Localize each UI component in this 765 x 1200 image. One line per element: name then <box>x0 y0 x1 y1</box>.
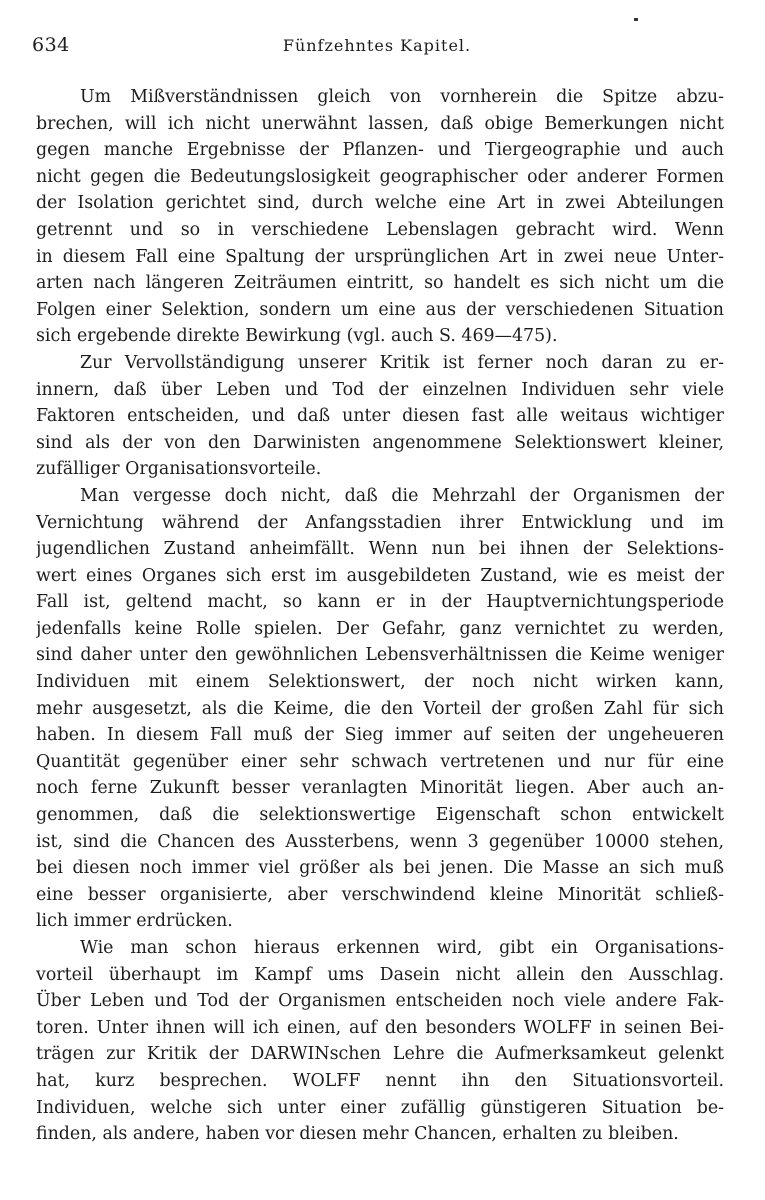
body-text <box>36 84 724 1148</box>
text-line: in diesem Fall eine Spaltung der ursprünglichen Art in zwei neue Unter- <box>36 246 724 267</box>
text-line: ist, sind die Chancen des Aussterbens, wenn 3 gegenüber 10000 stehen, <box>36 831 724 852</box>
text-line: Quantität gegenüber einer sehr schwach vertretenen und nur für eine <box>36 751 724 772</box>
text-line: jedenfalls keine Rolle spielen. Der Gefahr, ganz vernichtet zu werden, <box>36 618 724 639</box>
text-line: vorteil überhaupt im Kampf ums Dasein nicht allein den Ausschlag. <box>36 964 724 985</box>
text-line: arten nach längeren Zeiträumen eintritt, so handelt es sich nicht um die <box>36 273 724 294</box>
paragraph <box>36 935 724 1148</box>
text-line: Faktoren entscheiden, und daß unter diesen fast alle weitaus wichtiger <box>36 406 724 427</box>
text-line: toren. Unter ihnen will ich einen, auf den besonders WOLFF in seinen Bei- <box>36 1017 724 1038</box>
text-line: Man vergesse doch nicht, daß die Mehrzahl der Organismen der <box>80 485 724 506</box>
paragraph <box>36 483 724 935</box>
text-line: wert eines Organes sich erst im ausgebildeten Zustand, wie es meist der <box>36 565 724 586</box>
text-line: mehr ausgesetzt, als die Keime, die den Vorteil der großen Zahl für sich <box>36 698 724 719</box>
text-line: nicht gegen die Bedeutungslosigkeit geographischer oder anderer Formen <box>36 166 724 187</box>
text-line: Individuen, welche sich unter einer zufällig günstigeren Situation be- <box>36 1097 724 1118</box>
text-line: Um Mißverständnissen gleich von vornherein die Spitze abzu- <box>80 87 724 107</box>
running-title: Fünfzehntes Kapitel. <box>282 36 472 55</box>
text-line: Individuen mit einem Selektionswert, der noch nicht wirken kann, <box>36 672 724 693</box>
text-line: Wie man schon hieraus erkennen wird, gibt ein Organisations- <box>80 938 724 958</box>
text-line: sich ergebende direkte Bewirkung (vgl. auch S. 469—475). <box>36 326 558 347</box>
page-number: 634 <box>32 34 70 56</box>
text-line: sind daher unter den gewöhnlichen Lebensverhältnissen die Keime weniger <box>36 645 724 666</box>
text-line: innern, daß über Leben und Tod der einzelnen Individuen sehr viele <box>36 379 724 400</box>
text-line: der Isolation gerichtet sind, durch welche eine Art in zwei Abteilungen <box>36 193 724 214</box>
text-line: finden, als andere, haben vor diesen mehr Chancen, erhalten zu bleiben. <box>36 1124 679 1145</box>
paragraph <box>36 84 724 350</box>
text-line: Vernichtung während der Anfangsstadien ihrer Entwicklung und im <box>36 512 724 533</box>
text-line: bei diesen noch immer viel größer als bei jenen. Die Masse an sich muß <box>36 858 724 879</box>
text-line: lich immer erdrücken. <box>36 911 233 932</box>
text-line: noch ferne Zukunft besser veranlagten Minorität liegen. Aber auch an- <box>36 778 724 799</box>
text-line: eine besser organisierte, aber verschwindend kleine Minorität schließ- <box>36 884 724 905</box>
paragraph <box>36 350 724 483</box>
text-line: brechen, will ich nicht unerwähnt lassen, daß obige Bemerkungen nicht <box>36 113 724 134</box>
text-line: genommen, daß die selektionswertige Eigenschaft schon entwickelt <box>36 805 724 826</box>
text-line: Fall ist, geltend macht, so kann er in der Hauptvernichtungsperiode <box>36 592 724 613</box>
page-header <box>32 34 722 60</box>
text-line: jugendlichen Zustand anheimfällt. Wenn nun bei ihnen der Selektions- <box>36 539 724 560</box>
text-line: sind als der von den Darwinisten angenommene Selektionswert kleiner, <box>36 432 724 453</box>
text-line: Zur Vervollständigung unserer Kritik ist ferner noch daran zu er- <box>80 352 724 373</box>
stray-ink-mark <box>634 18 638 21</box>
text-line: gegen manche Ergebnisse der Pflanzen- und Tiergeographie und auch <box>36 140 724 161</box>
text-line: getrennt und so in verschiedene Lebenslagen gebracht wird. Wenn <box>36 219 724 240</box>
text-line: zufälliger Organisationsvorteile. <box>36 459 322 480</box>
text-line: Folgen einer Selektion, sondern um eine aus der verschiedenen Situation <box>36 299 724 320</box>
text-line: hat, kurz besprechen. WOLFF nennt ihn den Situationsvorteil. <box>36 1070 724 1091</box>
text-line: haben. In diesem Fall muß der Sieg immer auf seiten der ungeheueren <box>36 725 724 746</box>
text-line: Über Leben und Tod der Organismen entscheiden noch viele andere Fak- <box>36 991 724 1012</box>
text-line: trägen zur Kritik der DARWINschen Lehre die Aufmerksamkeut gelenkt <box>36 1044 724 1065</box>
